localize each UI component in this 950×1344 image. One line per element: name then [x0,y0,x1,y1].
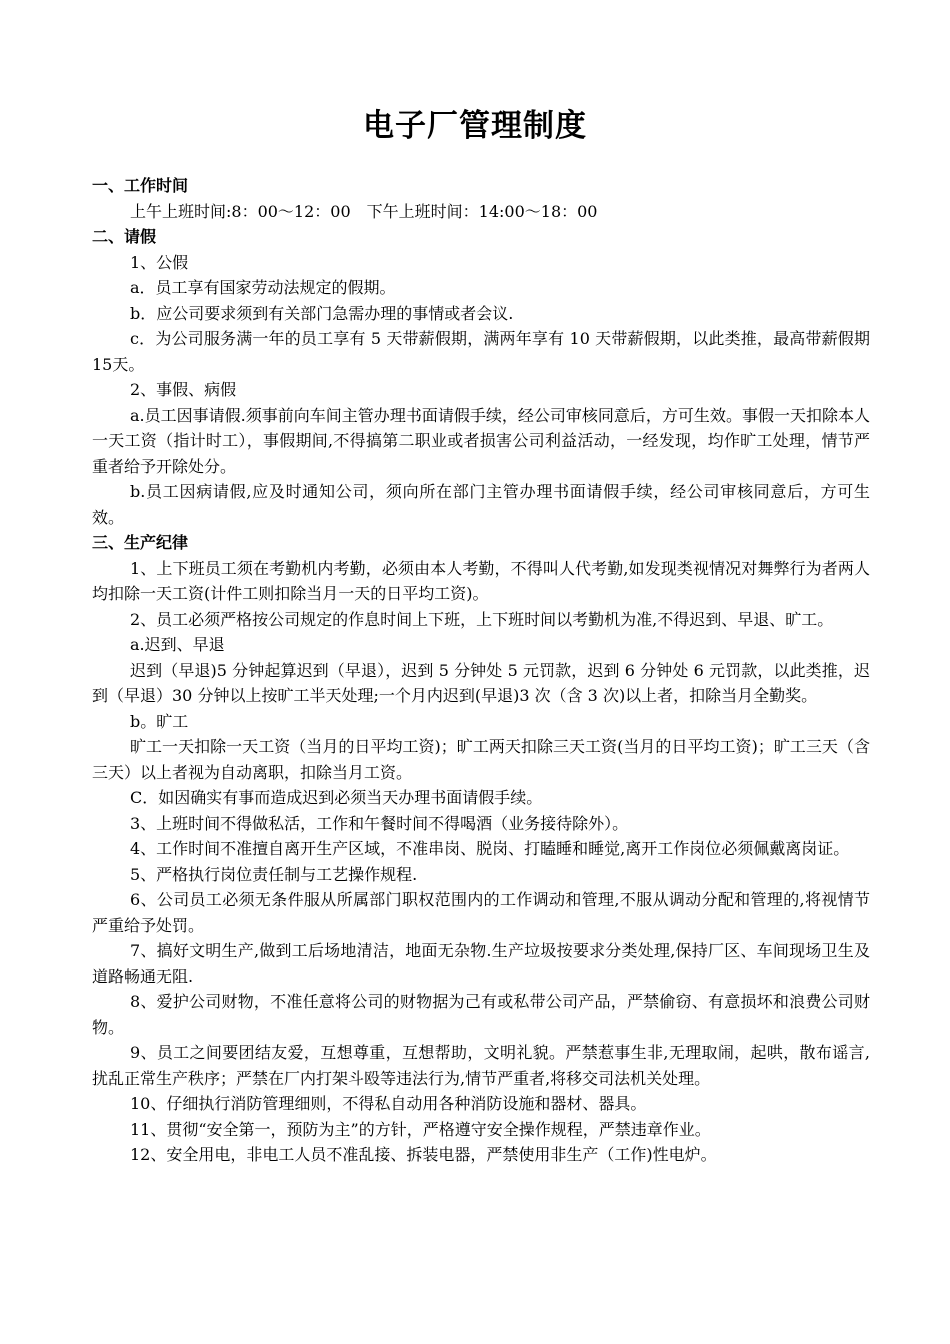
paragraph: 6、公司员工必须无条件服从所属部门职权范围内的工作调动和管理,不服从调动分配和管理的,将视情节严重给予处罚。 [92,890,870,935]
document-title: 电子厂管理制度 [363,108,587,144]
paragraph: 上午上班时间:8：00～12：00 下午上班时间：14:00～18：00 [130,201,598,221]
paragraph: 11、贯彻“安全第一，预防为主”的方针，严格遵守安全操作规程，严禁违章作业。 [130,1119,711,1139]
paragraph: 7、搞好文明生产,做到工后场地清洁，地面无杂物.生产垃圾按要求分类处理,保持厂区、车间现场卫生及道路畅通无阻. [92,941,870,986]
paragraph: a．员工享有国家劳动法规定的假期。 [130,278,396,297]
paragraph: b．应公司要求须到有关部门急需办理的事情或者会议. [130,303,514,323]
paragraph: b。旷工 [130,711,189,731]
section-heading: 二、请假 [92,227,157,246]
paragraph: c．为公司服务满一年的员工享有 5 天带薪假期，满两年享有 10 天带薪假期，以此类推，最高带薪假期15天。 [92,329,870,374]
paragraph: b.员工因病请假,应及时通知公司，须向所在部门主管办理书面请假手续，经公司审核同意后，方可生效。 [92,482,870,527]
section-heading: 一、工作时间 [92,176,189,195]
paragraph: 12、安全用电，非电工人员不准乱接、拆装电器，严禁使用非生产（工作)性电炉。 [130,1145,717,1164]
paragraph: 4、工作时间不准擅自离开生产区域，不准串岗、脱岗、打瞌睡和睡觉,离开工作岗位必须佩戴离岗证。 [130,839,850,858]
paragraph: 2、事假、病假 [130,380,237,399]
paragraph: 1、上下班员工须在考勤机内考勤，必须由本人考勤，不得叫人代考勤,如发现类视情况对舞弊行为者两人均扣除一天工资(计件工则扣除当月一天的日平均工资)。 [92,558,870,603]
paragraph: 旷工一天扣除一天工资（当月的日平均工资)；旷工两天扣除三天工资(当月的日平均工资)；旷工三天（含三天）以上者视为自动离职，扣除当月工资。 [92,737,870,782]
paragraph: 3、上班时间不得做私活，工作和午餐时间不得喝酒（业务接待除外）。 [130,813,629,833]
paragraph: 8、爱护公司财物，不准任意将公司的财物据为己有或私带公司产品，严禁偷窃、有意损坏和浪费公司财物。 [92,992,870,1037]
paragraph: C．如因确实有事而造成迟到必须当天办理书面请假手续。 [130,788,543,807]
paragraph: 5、严格执行岗位责任制与工艺操作规程. [130,864,418,884]
paragraph: a.员工因事请假.须事前向车间主管办理书面请假手续，经公司审核同意后，方可生效。事假一天扣除本人一天工资（指计时工），事假期间,不得搞第二职业或者损害公司利益活动，一经发现，均作旷工处理，情节严重者给予开除处分。 [92,405,870,476]
paragraph: 2、员工必须严格按公司规定的作息时间上下班，上下班时间以考勤机为准,不得迟到、早退、旷工。 [130,609,834,629]
paragraph: 迟到（早退)5 分钟起算迟到（早退），迟到 5 分钟处 5 元罚款，迟到 6 分钟处 6 元罚款，以此类推，迟到（早退）30 分钟以上按旷工半天处理;一个月内迟到(早退)3 次（含 3 次)以上者，扣除当月全勤奖。 [92,660,870,705]
section-heading: 三、生产纪律 [92,533,189,552]
paragraph: 10、仔细执行消防管理细则，不得私自动用各种消防设施和器材、器具。 [130,1094,647,1113]
paragraph: 1、公假 [130,252,189,272]
paragraph: 9、员工之间要团结友爱，互想尊重，互想帮助，文明礼貌。严禁惹事生非,无理取闹，起哄，散布谣言,扰乱正常生产秩序；严禁在厂内打架斗殴等违法行为,情节严重者,将移交司法机关处理。 [92,1043,870,1088]
document-body [92,173,870,1168]
paragraph: a.迟到、早退 [130,635,225,654]
